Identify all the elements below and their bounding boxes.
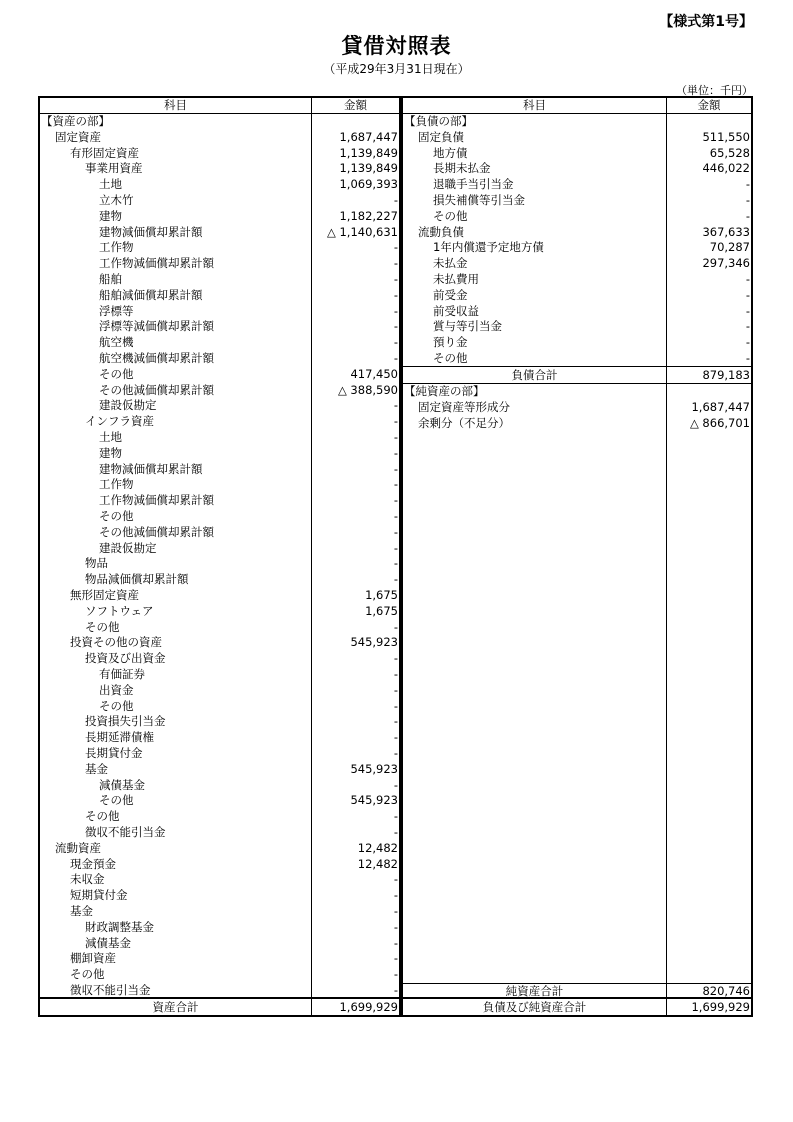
page-title: 貸借対照表: [341, 34, 452, 58]
row-label: 損失補償等引当金: [433, 193, 525, 207]
item-header: 科目: [523, 98, 546, 112]
table-row: [40, 904, 399, 920]
row-label: 流動負債: [418, 224, 464, 239]
table-row: [40, 651, 399, 667]
table-row: [40, 572, 399, 588]
assets-section: [38, 96, 401, 1017]
row-label: その他減価償却累計額: [99, 524, 214, 539]
row-label: 財政調整基金: [85, 919, 154, 934]
row-amount: 1,675: [365, 603, 398, 618]
row-label: 出資金: [99, 682, 134, 697]
table-row: [40, 699, 399, 715]
row-amount: -: [745, 335, 750, 350]
table-row: [40, 793, 399, 809]
table-row: [40, 240, 399, 256]
row-amount: -: [393, 619, 398, 634]
row-amount: -: [745, 272, 750, 286]
row-label: 賞与等引当金: [433, 319, 502, 334]
table-row: [40, 683, 399, 699]
row-amount: 545,923: [350, 761, 398, 776]
table-row: [403, 319, 751, 335]
table-row: [40, 193, 399, 209]
row-amount: -: [745, 193, 750, 207]
table-row: [40, 556, 399, 572]
table-row: [403, 416, 751, 432]
row-label: 流動資産: [55, 840, 101, 855]
row-amount: -: [745, 351, 750, 365]
row-amount: 12,482: [357, 840, 398, 855]
item-header: 科目: [164, 98, 187, 112]
row-label: 地方債: [433, 145, 468, 160]
row-label: 立木竹: [99, 193, 134, 207]
row-amount: -: [393, 746, 398, 760]
table-row: [40, 114, 399, 130]
row-label: 建設仮勘定: [99, 540, 157, 555]
row-amount: -: [393, 888, 398, 903]
row-amount: -: [393, 983, 398, 997]
row-label: 工作物減価償却累計額: [99, 256, 214, 271]
table-row: [40, 809, 399, 825]
table-row: [40, 920, 399, 936]
row-label: 無形固定資産: [70, 588, 139, 602]
row-amount: -: [393, 967, 398, 982]
table-row: [40, 304, 399, 320]
table-row: [40, 541, 399, 557]
row-amount: -: [745, 303, 750, 318]
row-label: その他: [99, 698, 134, 713]
table-row: [403, 256, 751, 272]
liabilities-section: [401, 96, 753, 1017]
table-row: [40, 414, 399, 430]
row-amount: -: [393, 272, 398, 286]
row-amount: -: [393, 477, 398, 492]
row-label: 1年内償還予定地方債: [433, 240, 544, 255]
liabilities-total-amount: 879,183: [702, 368, 750, 382]
row-label: その他: [85, 809, 120, 824]
row-amount: -: [393, 430, 398, 444]
assets-total-label: 資産合計: [152, 1000, 199, 1014]
row-amount: △ 1,140,631: [326, 224, 398, 239]
table-row: [40, 493, 399, 509]
table-row: [40, 477, 399, 493]
row-label: 固定資産: [55, 129, 101, 144]
net-assets-total-label: 純資産合計: [505, 984, 564, 998]
row-label: 土地: [99, 177, 122, 192]
row-amount: 1,139,849: [339, 145, 398, 160]
row-label: 基金: [85, 761, 108, 776]
table-row: [40, 872, 399, 888]
row-label: その他: [99, 366, 134, 381]
row-amount: -: [393, 351, 398, 365]
row-label: その他: [99, 509, 134, 523]
row-label: その他: [70, 967, 105, 982]
row-label: 建物: [99, 208, 122, 223]
table-row: [40, 146, 399, 162]
row-label: 工作物減価償却累計額: [99, 493, 214, 508]
table-row: [40, 620, 399, 636]
table-row: [40, 272, 399, 288]
row-amount: 367,633: [702, 224, 750, 239]
row-amount: -: [393, 556, 398, 571]
row-label: 余剰分（不足分）: [418, 415, 510, 430]
table-row: [403, 209, 751, 225]
row-amount: △ 866,701: [689, 415, 750, 430]
row-label: 浮標等: [99, 303, 134, 318]
row-amount: -: [393, 240, 398, 255]
row-label: 事業用資産: [85, 161, 143, 176]
row-label: 短期貸付金: [70, 888, 128, 903]
row-amount: -: [745, 319, 750, 334]
row-label: 投資損失引当金: [85, 714, 166, 729]
row-amount: 545,923: [350, 793, 398, 808]
table-row: [40, 256, 399, 272]
table-row: [40, 746, 399, 762]
row-amount: -: [393, 493, 398, 508]
row-amount: -: [745, 177, 750, 192]
row-label: 有価証券: [99, 667, 145, 681]
table-row: [403, 177, 751, 193]
table-row: [403, 351, 751, 367]
table-row: [40, 462, 399, 478]
row-amount: -: [393, 524, 398, 539]
unit-label: （単位：千円）: [676, 84, 753, 97]
table-row: [40, 525, 399, 541]
row-label: 航空機: [99, 335, 134, 350]
row-amount: -: [745, 208, 750, 223]
table-row: [403, 225, 751, 241]
table-row: [40, 509, 399, 525]
row-label: 前受収益: [433, 303, 479, 318]
table-row: [40, 936, 399, 952]
row-label: 退職手当引当金: [433, 177, 514, 192]
row-amount: 1,687,447: [339, 129, 398, 144]
row-label: 徴収不能引当金: [70, 983, 151, 997]
row-label: 投資及び出資金: [85, 651, 166, 666]
table-row: [40, 714, 399, 730]
table-row: [403, 130, 751, 146]
table-row: [40, 951, 399, 967]
table-row: [40, 841, 399, 857]
row-label: 減債基金: [85, 935, 131, 950]
table-row: [403, 335, 751, 351]
table-row: [403, 114, 751, 130]
table-row: [40, 288, 399, 304]
row-label: 【資産の部】: [41, 114, 110, 128]
table-row: [40, 430, 399, 446]
row-label: 長期貸付金: [85, 746, 143, 760]
table-row: [40, 225, 399, 241]
row-amount: 1,687,447: [691, 399, 750, 414]
table-row: [40, 778, 399, 794]
row-label: ソフトウェア: [85, 603, 154, 618]
row-amount: 511,550: [702, 129, 750, 144]
row-amount: 417,450: [350, 366, 398, 381]
row-amount: 297,346: [702, 256, 750, 271]
amount-header: 金額: [344, 98, 367, 112]
row-amount: -: [393, 303, 398, 318]
row-amount: -: [393, 287, 398, 302]
amount-header: 金額: [697, 98, 721, 112]
table-row: [40, 161, 399, 177]
row-amount: -: [393, 667, 398, 681]
table-row: [40, 588, 399, 604]
row-amount: 1,069,393: [339, 177, 398, 192]
form-number: 【様式第1号】: [659, 14, 753, 30]
row-label: 工作物: [99, 477, 134, 492]
liabilities-total-row: [403, 367, 751, 383]
row-amount: 1,675: [365, 588, 398, 602]
row-amount: -: [393, 777, 398, 792]
table-row: [403, 193, 751, 209]
net-assets-total-row: [403, 984, 751, 998]
table-row: [40, 351, 399, 367]
row-label: 有形固定資産: [70, 145, 139, 160]
table-row: [40, 667, 399, 683]
row-label: 【負債の部】: [404, 114, 473, 128]
table-row: [40, 398, 399, 414]
table-row: [40, 888, 399, 904]
table-row: [40, 130, 399, 146]
table-row: [403, 272, 751, 288]
net-assets-total-amount: 820,746: [702, 984, 750, 998]
row-label: 固定資産等形成分: [418, 399, 510, 414]
row-label: 長期未払金: [433, 161, 491, 176]
row-amount: -: [393, 572, 398, 587]
table-row: [403, 288, 751, 304]
table-row: [403, 161, 751, 177]
balance-sheet: [38, 96, 753, 1017]
row-label: その他: [433, 208, 468, 223]
assets-total-amount: 1,699,929: [339, 1000, 398, 1014]
row-amount: -: [393, 319, 398, 334]
row-amount: -: [393, 509, 398, 523]
row-amount: -: [393, 904, 398, 918]
row-amount: 1,139,849: [339, 161, 398, 176]
table-row: [40, 335, 399, 351]
table-row: [403, 240, 751, 256]
row-amount: -: [393, 193, 398, 207]
table-row: [40, 635, 399, 651]
row-amount: 545,923: [350, 635, 398, 650]
row-label: 徴収不能引当金: [85, 825, 166, 839]
row-amount: -: [393, 414, 398, 429]
row-label: 工作物: [99, 240, 134, 255]
table-row: [403, 146, 751, 162]
row-label: 【純資産の部】: [404, 384, 485, 398]
row-label: その他: [85, 619, 120, 634]
row-amount: -: [393, 951, 398, 966]
row-label: 投資その他の資産: [70, 635, 162, 650]
row-label: 未払費用: [433, 272, 479, 286]
row-amount: -: [393, 919, 398, 934]
row-amount: 12,482: [357, 856, 398, 871]
row-amount: -: [745, 287, 750, 302]
row-amount: -: [393, 445, 398, 460]
assets-total-row: [40, 999, 399, 1015]
row-amount: 446,022: [702, 161, 750, 176]
report-date: （平成29年3月31日現在）: [323, 62, 470, 76]
row-label: 建設仮勘定: [99, 398, 157, 413]
row-label: 建物減価償却累計額: [99, 461, 203, 476]
row-label: 固定負債: [418, 129, 464, 144]
row-amount: -: [393, 730, 398, 745]
row-amount: -: [393, 698, 398, 713]
row-label: 預り金: [433, 335, 468, 350]
row-label: 物品減価償却累計額: [85, 572, 189, 587]
row-amount: -: [393, 335, 398, 350]
row-amount: -: [393, 651, 398, 666]
table-row: [40, 967, 399, 983]
row-label: 減債基金: [99, 777, 145, 792]
row-label: インフラ資産: [85, 414, 154, 429]
row-amount: 1,182,227: [339, 208, 398, 223]
table-row: [403, 304, 751, 320]
table-row: [40, 367, 399, 383]
row-amount: -: [393, 809, 398, 824]
row-label: 土地: [99, 430, 122, 444]
row-amount: -: [393, 540, 398, 555]
table-row: [40, 209, 399, 225]
row-label: 前受金: [433, 287, 468, 302]
row-label: 航空機減価償却累計額: [99, 351, 214, 365]
table-row: [40, 604, 399, 620]
table-row: [40, 730, 399, 746]
row-amount: -: [393, 825, 398, 839]
row-label: 未収金: [70, 872, 105, 887]
row-label: 浮標等減価償却累計額: [99, 319, 214, 334]
row-label: 船舶減価償却累計額: [99, 287, 203, 302]
table-row: [40, 857, 399, 873]
row-amount: △ 388,590: [337, 382, 398, 397]
table-row: [403, 400, 751, 416]
table-row: [40, 319, 399, 335]
row-amount: 70,287: [709, 240, 750, 255]
row-amount: -: [393, 461, 398, 476]
row-label: 未払金: [433, 256, 468, 271]
row-label: その他: [433, 351, 468, 365]
row-amount: -: [393, 935, 398, 950]
row-amount: -: [393, 256, 398, 271]
row-label: 長期延滞債権: [85, 730, 154, 745]
row-label: 棚卸資産: [70, 951, 116, 966]
row-amount: -: [393, 398, 398, 413]
row-amount: 65,528: [709, 145, 750, 160]
table-row: [40, 762, 399, 778]
table-row: [40, 825, 399, 841]
liabilities-total-label: 負債合計: [511, 368, 558, 382]
row-label: 基金: [70, 904, 93, 918]
grand-total-label: 負債及び純資産合計: [482, 1000, 587, 1014]
row-label: 物品: [85, 556, 108, 571]
grand-total-row: [403, 999, 751, 1015]
table-row: [40, 177, 399, 193]
table-row: [40, 383, 399, 399]
row-label: 現金預金: [70, 856, 116, 871]
row-amount: -: [393, 872, 398, 887]
table-row: [40, 446, 399, 462]
row-label: その他: [99, 793, 134, 808]
row-label: 建物減価償却累計額: [99, 224, 203, 239]
row-amount: -: [393, 682, 398, 697]
grand-total-amount: 1,699,929: [691, 1000, 750, 1014]
table-row: [403, 384, 751, 400]
row-amount: -: [393, 714, 398, 729]
row-label: 建物: [99, 445, 122, 460]
row-label: 船舶: [99, 272, 122, 286]
row-label: その他減価償却累計額: [99, 382, 214, 397]
